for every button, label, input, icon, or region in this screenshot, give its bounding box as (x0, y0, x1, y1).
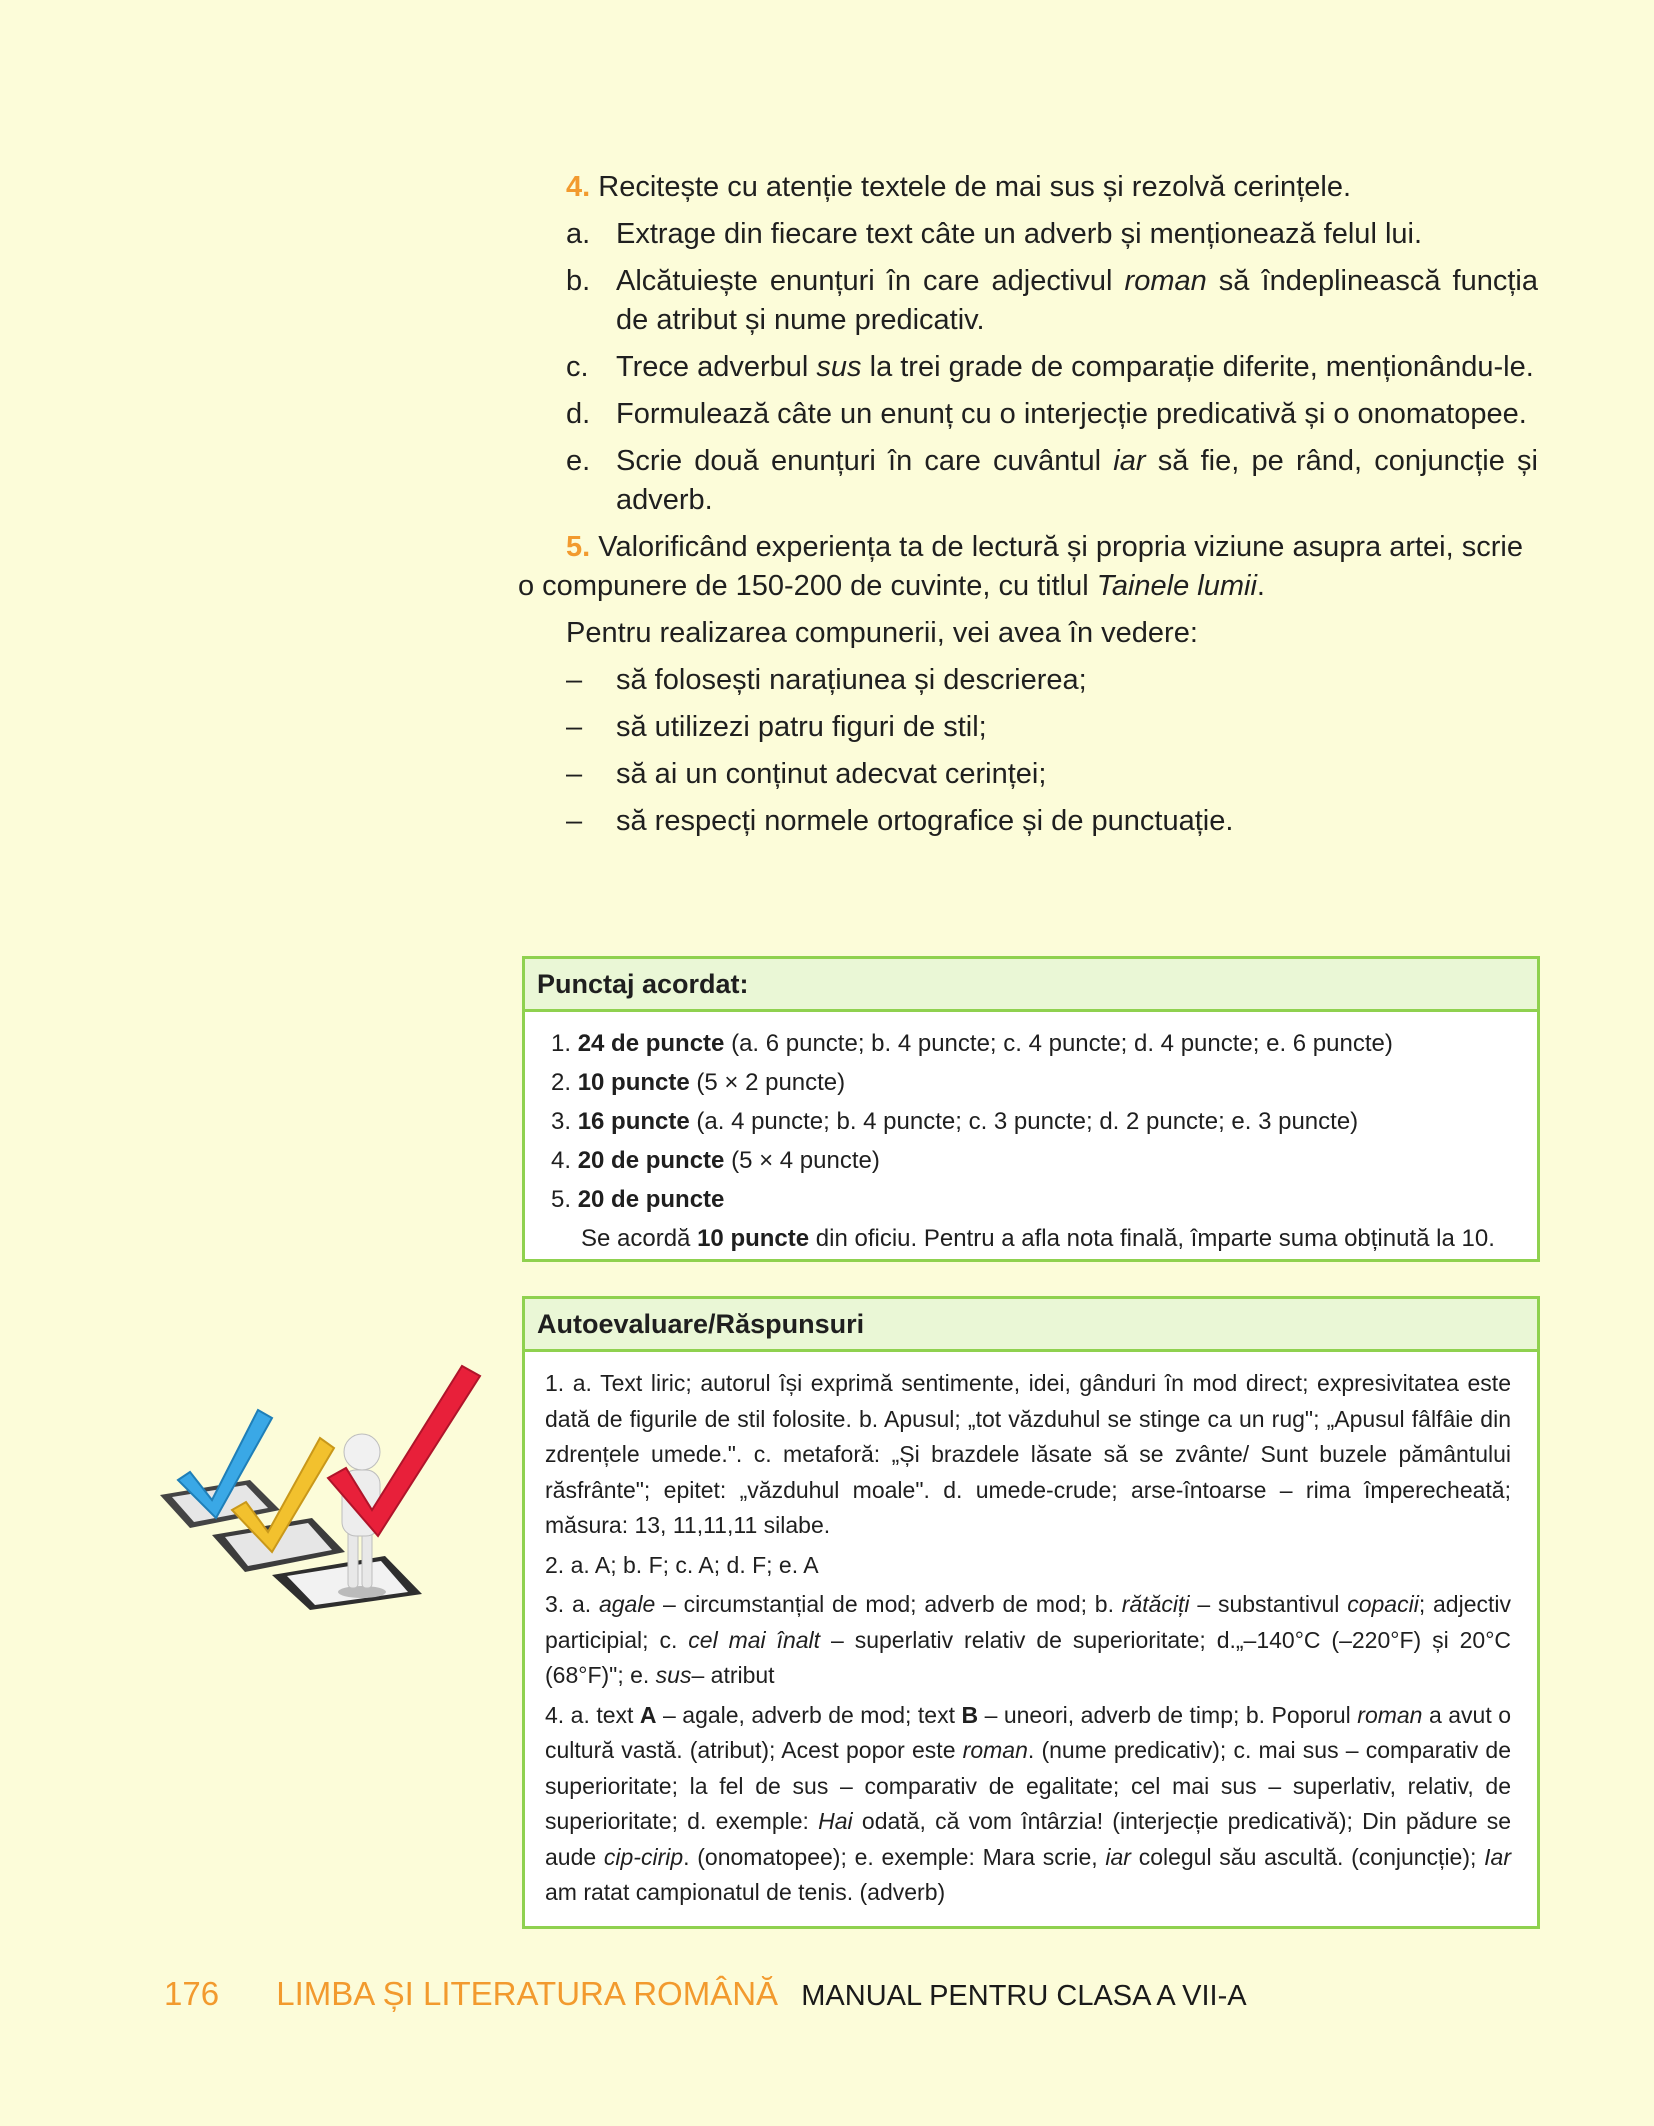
exercise-4e (518, 442, 1538, 520)
item-text: Alcătuiește enunțuri în care adjectivul roman să îndeplinească funcția de atribut și nume predicativ. (616, 265, 1538, 336)
composition-title: Tainele lumii (1096, 570, 1257, 602)
item-text: Scrie două enunțuri în care cuvântul iar să fie, pe rând, conjuncție și adverb. (616, 445, 1538, 516)
exercise-5-text: Valorificând experiența ta de lectură și propria viziune asupra artei, scrie o compunere de 150-200 de cuvinte, cu titlul (518, 531, 1523, 602)
exercise-4a (518, 215, 1538, 254)
requirement-item: – să respecți normele ortografice și de punctuație. (566, 805, 1234, 837)
item-text: Formulează câte un enunț cu o interjecție predicativă și o onomatopee. (616, 398, 1527, 430)
scoring-title: Punctaj acordat: (525, 959, 1537, 1012)
page-number: 176 (164, 1975, 220, 2012)
book-subject: LIMBA ȘI LITERATURA ROMÂNĂ (276, 1975, 779, 2012)
scoring-row: 3. 16 puncte (a. 4 puncte; b. 4 puncte; c. 3 puncte; d. 2 puncte; e. 3 puncte) (551, 1108, 1359, 1135)
item-label: b. (566, 265, 591, 297)
item-text: Trece adverbul sus la trei grade de comparație diferite, menționându-le. (616, 351, 1534, 383)
exercise-4 (518, 168, 1538, 207)
scoring-row: 2. 10 puncte (5 × 2 puncte) (551, 1069, 846, 1096)
requirement-item: – să ai un conținut adecvat cerinței; (566, 758, 1047, 790)
scoring-list (525, 1012, 1537, 1258)
item-label: a. (566, 218, 591, 250)
checkmarks-checklist-icon (150, 1360, 520, 1610)
exercise-4b (518, 262, 1538, 340)
exercise-5-intro: Pentru realizarea compunerii, vei avea în vedere: (566, 617, 1198, 649)
checkbox-icon (272, 1556, 422, 1610)
answers-box (522, 1296, 1540, 1929)
exercise-5: 5. Valorificând experiența ta de lectură și propria viziune asupra artei, scrie o compunere de 150-200 de cuvinte, cu titlul Tainele lumii. (518, 531, 1523, 602)
exercise-4d (518, 395, 1538, 434)
answer-2: 2. a. A; b. F; c. A; d. F; e. A (545, 1551, 819, 1578)
scoring-note: Se acordă 10 puncte din oficiu. Pentru a afla nota finală, împarte suma obținută la 10. (581, 1225, 1495, 1252)
requirement-item: – să folosești narațiunea și descrierea; (566, 664, 1087, 696)
answer-1: 1. a. Text liric; autorul își exprimă sentimente, idei, gânduri în mod direct; expresivitatea este dată de figurile de stil folosite. b. Apusul; „tot văzduhul se stinge ca un rug"; „Apusul fâlfâie din zdrențele umede.". c. metaforă: „Și brazdele lăsate să se zvânte/ Sunt buzele pământului răsfrânte"; epitet: „văzduhul moale". d. umede-crude; arse-întoarse – rima împerecheată; măsura: 13, 11,11,11 silabe. (545, 1370, 1511, 1538)
item-label: e. (566, 445, 591, 477)
exercise-4-text: Recitește cu atenție textele de mai sus și rezolvă cerințele. (598, 171, 1352, 203)
item-text: Extrage din fiecare text câte un adverb și menționează felul lui. (616, 218, 1423, 250)
exercise-4c (518, 348, 1538, 387)
item-label: c. (566, 351, 589, 383)
answer-3: 3. a. agale – circumstanțial de mod; adverb de mod; b. rătăciți – substantivul copacii; adjectiv participial; c. cel mai înalt – superlativ relativ de superioritate; d.„–140°C (–220°F) și 20°C (68°F)"; e. sus– atribut (545, 1591, 1511, 1688)
requirement-item: – să utilizezi patru figuri de stil; (566, 711, 987, 743)
answer-4: 4. a. text A – agale, adverb de mod; text B – uneori, adverb de timp; b. Poporul roman a avut o cultură vastă. (atribut); Acest popor este roman. (nume predicativ); c. mai sus – comparativ de superioritate; la fel de sus – comparativ de egalitate; cel mai sus – superlativ, relativ, de superioritate; d. exemple: Hai odată, că vom întârzia! (interjecție predicativă); Din pădure se aude cip-cirip. (onomatopee); e. exemple: Mara scrie, iar colegul său ascultă. (conjuncție); Iar am ratat campionatul de tenis. (adverb) (545, 1701, 1511, 1905)
exercises-section (518, 168, 1538, 849)
scoring-row: 1. 24 de puncte (a. 6 puncte; b. 4 puncte; c. 4 puncte; d. 4 puncte; e. 6 puncte) (551, 1030, 1393, 1057)
page-footer (164, 1975, 1247, 2013)
book-subtitle: MANUAL PENTRU CLASA A VII-A (801, 1980, 1247, 2012)
scoring-row: 5. 20 de puncte (551, 1186, 725, 1213)
answers-list (525, 1352, 1537, 1911)
answers-title: Autoevaluare/Răspunsuri (525, 1296, 1537, 1352)
scoring-row: 4. 20 de puncte (5 × 4 puncte) (551, 1147, 880, 1174)
exercise-4-number: 4. (566, 171, 591, 203)
scoring-box (522, 956, 1540, 1262)
item-label: d. (566, 398, 591, 430)
exercise-5-number: 5. (566, 531, 591, 563)
